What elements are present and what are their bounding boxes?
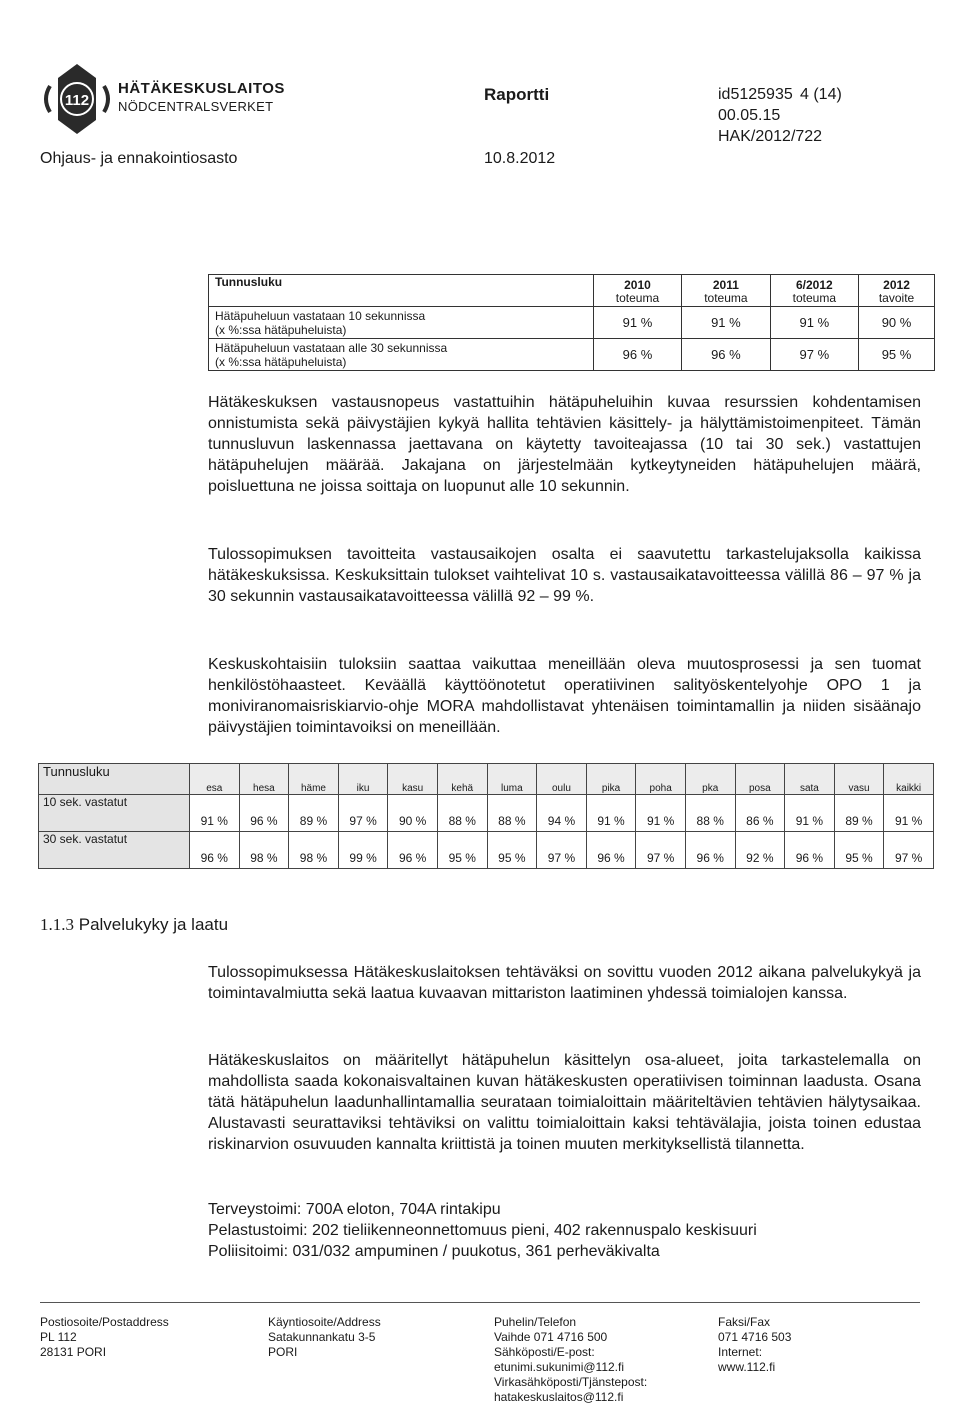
regional-col-header: posa <box>735 764 785 795</box>
table-row <box>39 832 934 869</box>
regional-cell: 96 % <box>586 832 636 869</box>
section-number: 1.1.3 <box>40 915 74 934</box>
regional-col-header: häme <box>289 764 339 795</box>
kpi-col-header: 2012 tavoite <box>859 275 935 307</box>
kpi-cell: 91 % <box>682 307 770 339</box>
regional-cell: 92 % <box>735 832 785 869</box>
regional-cell: 91 % <box>586 795 636 832</box>
emergency-112-logo <box>40 62 114 136</box>
regional-row-label: 10 sek. vastatut <box>39 795 190 832</box>
regional-cell: 96 % <box>685 832 735 869</box>
kpi-row-label: Hätäpuheluun vastataan 10 sekunnissa (x %:ssa hätäpuheluista) <box>209 307 594 339</box>
regional-col-header: sata <box>785 764 835 795</box>
kpi-cell: 91 % <box>593 307 681 339</box>
paragraph-response-speed: Hätäkeskuksen vastausnopeus vastattuihin hätäpuheluihin kuvaa resurssien kohdentamisen onnistumista sekä päivystäjien kykyä hallita tehtävien käsittely- ja hälyttämistoimenpiteet. Tämän tunnusluvun laskennassa jaettavana on käytetty tavoiteajassa (10 tai 30 sek.) vastattujen hätäpuhelujen määrää. Jakajana on järjestelmään kytkeytyneiden hätäpuhelujen määrä, poisluettuna ne joissa soittaja on luopunut alle 10 sekunnin. <box>208 394 921 495</box>
regional-cell: 94 % <box>537 795 587 832</box>
regional-table <box>38 763 934 869</box>
kpi-col-header: 2010 toteuma <box>593 275 681 307</box>
regional-col-header: pika <box>586 764 636 795</box>
kpi-row-label: Hätäpuheluun vastataan alle 30 sekunnissa (x %:ssa hätäpuheluista) <box>209 339 594 371</box>
regional-cell: 86 % <box>735 795 785 832</box>
regional-cell: 91 % <box>636 795 686 832</box>
paragraph-quality-model: Hätäkeskuslaitos on määritellyt hätäpuhelun käsittelyn osa-alueet, joita tarkastelemalla on mahdollista saada kokonaisvaltainen kuvan hätäkeskusten operatiivisen toiminnan laadusta. Osana tätä hätäpuhelun laadunhallintamallia seurataan toimialoittain määriteltävien tehtävien hälytysaikaa. Alustavasti seurattaviksi tehtäviksi on valittu toimialoittain kaksi tehtävälajia, joista toinen edustaa riskinarvion osuvuuden kannalta kriittistä ja toinen muuten merkityksellistä tilannetta. <box>208 1052 921 1153</box>
regional-row-label: 30 sek. vastatut <box>39 832 190 869</box>
regional-cell: 91 % <box>884 795 934 832</box>
regional-corner-header: Tunnusluku <box>39 764 190 795</box>
regional-col-header: kehä <box>437 764 487 795</box>
kpi-cell: 97 % <box>770 339 858 371</box>
org-name-swedish: NÖDCENTRALSVERKET <box>118 99 274 114</box>
line-health: Terveystoimi: 700A eloton, 704A rintakipu <box>208 1201 501 1218</box>
regional-cell: 99 % <box>338 832 388 869</box>
section-heading <box>40 915 228 935</box>
kpi-row <box>209 339 935 371</box>
regional-col-header: oulu <box>537 764 587 795</box>
regional-cell: 97 % <box>636 832 686 869</box>
paragraph-service-capability: Tulossopimuksessa Hätäkeskuslaitoksen tehtäväksi on sovittu vuoden 2012 aikana palvelukykyä ja toimintavalmiutta sekä laatua kuvaavan mittariston laatiminen yhdessä toimialojen kanssa. <box>208 964 921 1002</box>
paragraph-change-process: Keskuskohtaisiin tuloksiin saattaa vaikuttaa meneillään oleva muutosprosessi ja sen tuomat henkilöstöhaasteet. Keväällä käyttöönotetut operatiivinen salityöskentelyohje OPO 1 ja moniviranomaisriskiarvio-ohje MORA mahdollistavat yhtenäisen toimintamallin ja niiden sisäänajo päivystäjien toimintavoiksi on meneillään. <box>208 656 921 736</box>
regional-col-header: pka <box>685 764 735 795</box>
regional-cell: 96 % <box>239 795 289 832</box>
regional-col-header: iku <box>338 764 388 795</box>
section-title: Palvelukyky ja laatu <box>78 915 229 934</box>
regional-col-header: poha <box>636 764 686 795</box>
paragraph-targets: Tulossopimuksen tavoitteita vastausaikojen osalta ei saavutettu tarkastelujaksolla kaikissa hätäkeskuksissa. Keskuksittain tulokset vaihtelivat 10 s. vastausaikatavoitteessa välillä 86 – 97 % ja 30 sekunnin vastausaikatavoitteessa välillä 92 – 99 %. <box>208 546 921 605</box>
page-number: 4 (14) <box>800 86 842 103</box>
kpi-col-header: 2011 toteuma <box>682 275 770 307</box>
regional-cell: 97 % <box>537 832 587 869</box>
regional-col-header: luma <box>487 764 537 795</box>
regional-header-row <box>39 764 934 795</box>
regional-cell: 95 % <box>437 832 487 869</box>
footer-divider <box>40 1302 920 1303</box>
document-version: 00.05.15 <box>718 107 781 124</box>
kpi-cell: 91 % <box>770 307 858 339</box>
document-type: Raportti <box>484 85 550 104</box>
regional-cell: 97 % <box>884 832 934 869</box>
regional-cell: 88 % <box>437 795 487 832</box>
regional-cell: 95 % <box>834 832 884 869</box>
table-row <box>39 795 934 832</box>
kpi-table <box>208 274 935 371</box>
footer-fax-internet: Faksi/Fax 071 4716 503 Internet: www.112.fi <box>718 1315 792 1374</box>
kpi-label-header: Tunnusluku <box>209 275 594 307</box>
regional-cell: 96 % <box>190 832 240 869</box>
kpi-row <box>209 307 935 339</box>
document-id: id5125935 <box>718 86 793 103</box>
regional-cell: 91 % <box>190 795 240 832</box>
org-name: HÄTÄKESKUSLAITOS <box>118 80 285 97</box>
regional-cell: 98 % <box>289 832 339 869</box>
regional-cell: 95 % <box>487 832 537 869</box>
kpi-cell: 95 % <box>859 339 935 371</box>
logo-number: 112 <box>64 92 90 109</box>
regional-cell: 97 % <box>338 795 388 832</box>
footer-phone-email: Puhelin/Telefon Vaihde 071 4716 500 Sähköposti/E-post: etunimi.sukunimi@112.fi Virkasähköposti/Tjänstepost: hatakeskuslaitos@112.fi <box>494 1315 648 1404</box>
regional-cell: 96 % <box>785 832 835 869</box>
regional-col-header: kaikki <box>884 764 934 795</box>
regional-col-header: esa <box>190 764 240 795</box>
regional-col-header: kasu <box>388 764 438 795</box>
reference-number: HAK/2012/722 <box>718 128 823 145</box>
kpi-cell: 96 % <box>593 339 681 371</box>
footer-visiting-address: Käyntiosoite/Address Satakunnankatu 3-5 PORI <box>268 1315 381 1359</box>
footer-postal-address: Postiosoite/Postaddress PL 112 28131 PORI <box>40 1315 169 1359</box>
regional-cell: 89 % <box>834 795 884 832</box>
regional-cell: 89 % <box>289 795 339 832</box>
regional-col-header: vasu <box>834 764 884 795</box>
kpi-col-header: 6/2012 toteuma <box>770 275 858 307</box>
regional-cell: 98 % <box>239 832 289 869</box>
regional-cell: 88 % <box>685 795 735 832</box>
kpi-header-row <box>209 275 935 307</box>
line-police: Poliisitoimi: 031/032 ampuminen / puukotus, 361 perheväkivalta <box>208 1243 660 1260</box>
kpi-cell: 90 % <box>859 307 935 339</box>
kpi-cell: 96 % <box>682 339 770 371</box>
regional-cell: 91 % <box>785 795 835 832</box>
regional-col-header: hesa <box>239 764 289 795</box>
document-date: 10.8.2012 <box>484 150 556 167</box>
regional-cell: 88 % <box>487 795 537 832</box>
regional-cell: 96 % <box>388 832 438 869</box>
department-name: Ohjaus- ja ennakointiosasto <box>40 150 238 167</box>
line-rescue: Pelastustoimi: 202 tieliikenneonnettomuus pieni, 402 rakennuspalo keskisuuri <box>208 1222 757 1239</box>
regional-cell: 90 % <box>388 795 438 832</box>
